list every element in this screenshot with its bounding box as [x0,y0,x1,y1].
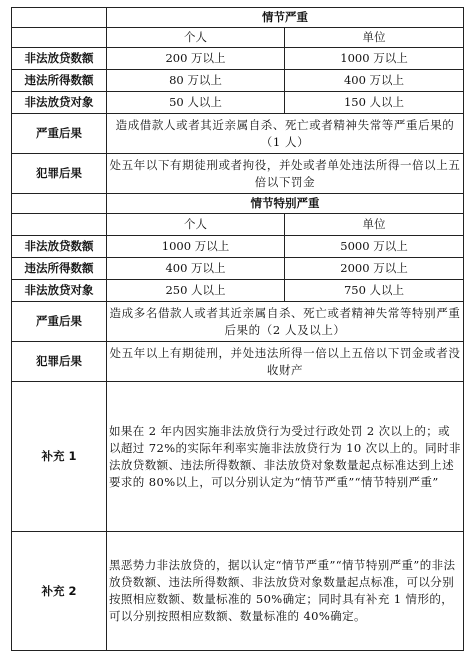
extreme-header-row [12,194,464,214]
col-individual: 个人 [107,28,285,48]
row-label: 违法所得数额 [12,258,107,280]
penalty-row [12,342,464,382]
consequence-text: 造成多名借款人或者其近亲属自杀、死亡或者精神失常等特别严重后果的（2 人及以上） [107,302,464,342]
unit-value: 1000 万以上 [285,48,464,70]
supplement-1-label: 补充 1 [12,382,107,532]
empty-cell [12,28,107,48]
unit-value: 400 万以上 [285,70,464,92]
consequence-row [12,114,464,154]
table-row [12,92,464,114]
legal-criteria-table [11,7,464,651]
severe-header-row [12,8,464,28]
extreme-title: 情节特别严重 [107,194,464,214]
empty-cell [12,194,107,214]
supplement-2-text: 黑恶势力非法放贷的，据以认定“情节严重”“情节特别严重”的非法放贷数额、违法所得数额、非法放贷对象数量起点标准，可以分别按照相应数额、数量标准的 50%确定；同时具有补充 1 情形的，可以分别按照相应数额、数量标准的 40%确定。 [107,532,464,651]
unit-value: 750 人以上 [285,280,464,302]
supplement-row-1 [12,382,464,532]
penalty-label: 犯罪后果 [12,154,107,194]
row-label: 违法所得数额 [12,70,107,92]
unit-value: 150 人以上 [285,92,464,114]
consequence-text: 造成借款人或者其近亲属自杀、死亡或者精神失常等严重后果的（1 人） [107,114,464,154]
extreme-subheader-row [12,214,464,236]
individual-value: 250 人以上 [107,280,285,302]
row-label: 非法放贷数额 [12,236,107,258]
severe-subheader-row [12,28,464,48]
table-row [12,258,464,280]
supplement-1-text: 如果在 2 年内因实施非法放贷行为受过行政处罚 2 次以上的；或以超过 72%的实际年利率实施非法放贷行为 10 次以上的。同时非法放贷数额、违法所得数额、非法放贷对象数量起点标准达到上述要求的 80%以上，可以分别认定为“情节严重”“情节特别严重” [107,382,464,532]
corner-cell [12,8,107,28]
row-label: 非法放贷对象 [12,92,107,114]
supplement-2-label: 补充 2 [12,532,107,651]
row-label: 非法放贷对象 [12,280,107,302]
penalty-label: 犯罪后果 [12,342,107,382]
consequence-label: 严重后果 [12,114,107,154]
col-unit: 单位 [285,28,464,48]
severe-title: 情节严重 [107,8,464,28]
penalty-row [12,154,464,194]
table-row [12,48,464,70]
consequence-row [12,302,464,342]
unit-value: 5000 万以上 [285,236,464,258]
col-individual: 个人 [107,214,285,236]
supplement-row-2 [12,532,464,651]
individual-value: 80 万以上 [107,70,285,92]
table-row [12,280,464,302]
individual-value: 200 万以上 [107,48,285,70]
penalty-text: 处五年以上有期徒刑，并处违法所得一倍以上五倍以下罚金或者没收财产 [107,342,464,382]
individual-value: 50 人以上 [107,92,285,114]
penalty-text: 处五年以下有期徒刑或者拘役，并处或者单处违法所得一倍以上五倍以下罚金 [107,154,464,194]
row-label: 非法放贷数额 [12,48,107,70]
col-unit: 单位 [285,214,464,236]
table-row [12,236,464,258]
individual-value: 1000 万以上 [107,236,285,258]
individual-value: 400 万以上 [107,258,285,280]
consequence-label: 严重后果 [12,302,107,342]
unit-value: 2000 万以上 [285,258,464,280]
table-row [12,70,464,92]
empty-cell [12,214,107,236]
